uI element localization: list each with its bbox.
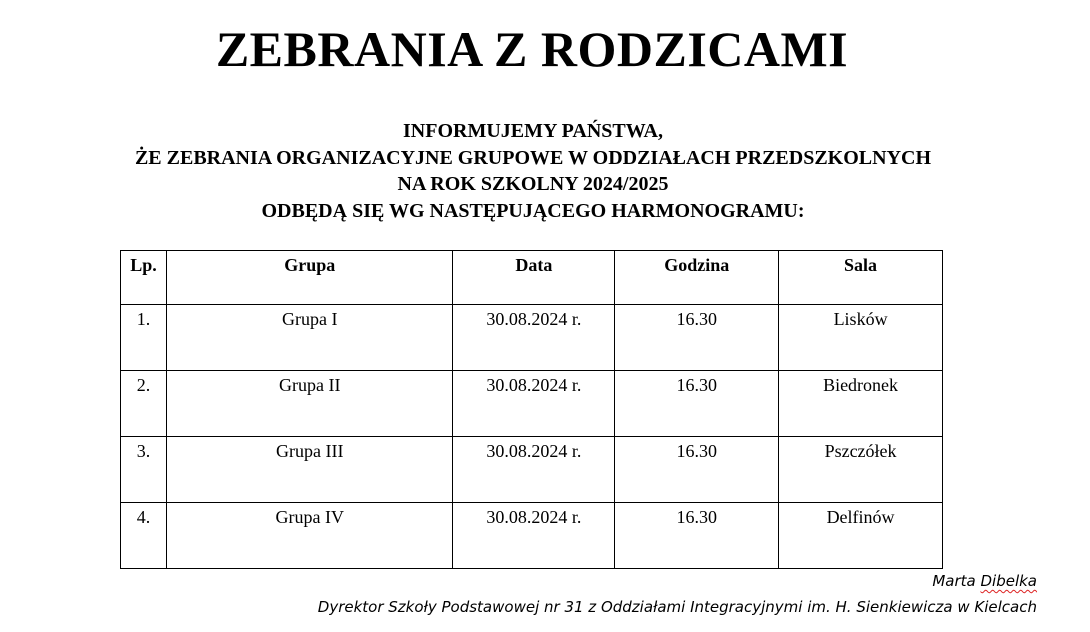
cell-sala: Lisków [779, 305, 943, 371]
cell-grupa: Grupa IV [166, 503, 453, 569]
header-lp: Lp. [121, 251, 167, 305]
table-row [121, 371, 943, 437]
header-grupa: Grupa [166, 251, 453, 305]
intro-line-2: ŻE ZEBRANIA ORGANIZACYJNE GRUPOWE W ODDZIAŁACH PRZEDSZKOLNYCH [134, 146, 932, 169]
cell-data: 30.08.2024 r. [453, 437, 615, 503]
signature-role: Dyrektor Szkoły Podstawowej nr 31 z Oddziałami Integracyjnymi im. H. Sienkiewicza w Kielcach [317, 598, 1037, 616]
cell-sala: Delfinów [779, 503, 943, 569]
cell-sala: Biedronek [779, 371, 943, 437]
cell-godzina: 16.30 [615, 305, 779, 371]
signature-name [932, 572, 1037, 590]
table-row [121, 437, 943, 503]
signature-first-name: Marta [932, 572, 976, 590]
cell-godzina: 16.30 [615, 437, 779, 503]
cell-data: 30.08.2024 r. [453, 305, 615, 371]
schedule-table [120, 250, 943, 569]
cell-godzina: 16.30 [615, 503, 779, 569]
table-row [121, 503, 943, 569]
cell-data: 30.08.2024 r. [453, 371, 615, 437]
intro-line-4: ODBĘDĄ SIĘ WG NASTĘPUJĄCEGO HARMONOGRAMU: [261, 199, 805, 222]
cell-lp: 3. [121, 437, 167, 503]
header-data: Data [453, 251, 615, 305]
cell-grupa: Grupa III [166, 437, 453, 503]
table-header-row [121, 251, 943, 305]
cell-data: 30.08.2024 r. [453, 503, 615, 569]
intro-line-3: NA ROK SZKOLNY 2024/2025 [397, 173, 669, 195]
cell-sala: Pszczółek [779, 437, 943, 503]
cell-godzina: 16.30 [615, 371, 779, 437]
header-godzina: Godzina [615, 251, 779, 305]
page-title: ZEBRANIA Z RODZICAMI [215, 21, 849, 77]
cell-lp: 1. [121, 305, 167, 371]
cell-grupa: Grupa II [166, 371, 453, 437]
cell-grupa: Grupa I [166, 305, 453, 371]
cell-lp: 2. [121, 371, 167, 437]
intro-line-1: INFORMUJEMY PAŃSTWA, [403, 120, 663, 142]
table-row [121, 305, 943, 371]
signature-last-name: Dibelka [980, 572, 1037, 590]
intro-text [0, 118, 1066, 224]
header-sala: Sala [779, 251, 943, 305]
cell-lp: 4. [121, 503, 167, 569]
